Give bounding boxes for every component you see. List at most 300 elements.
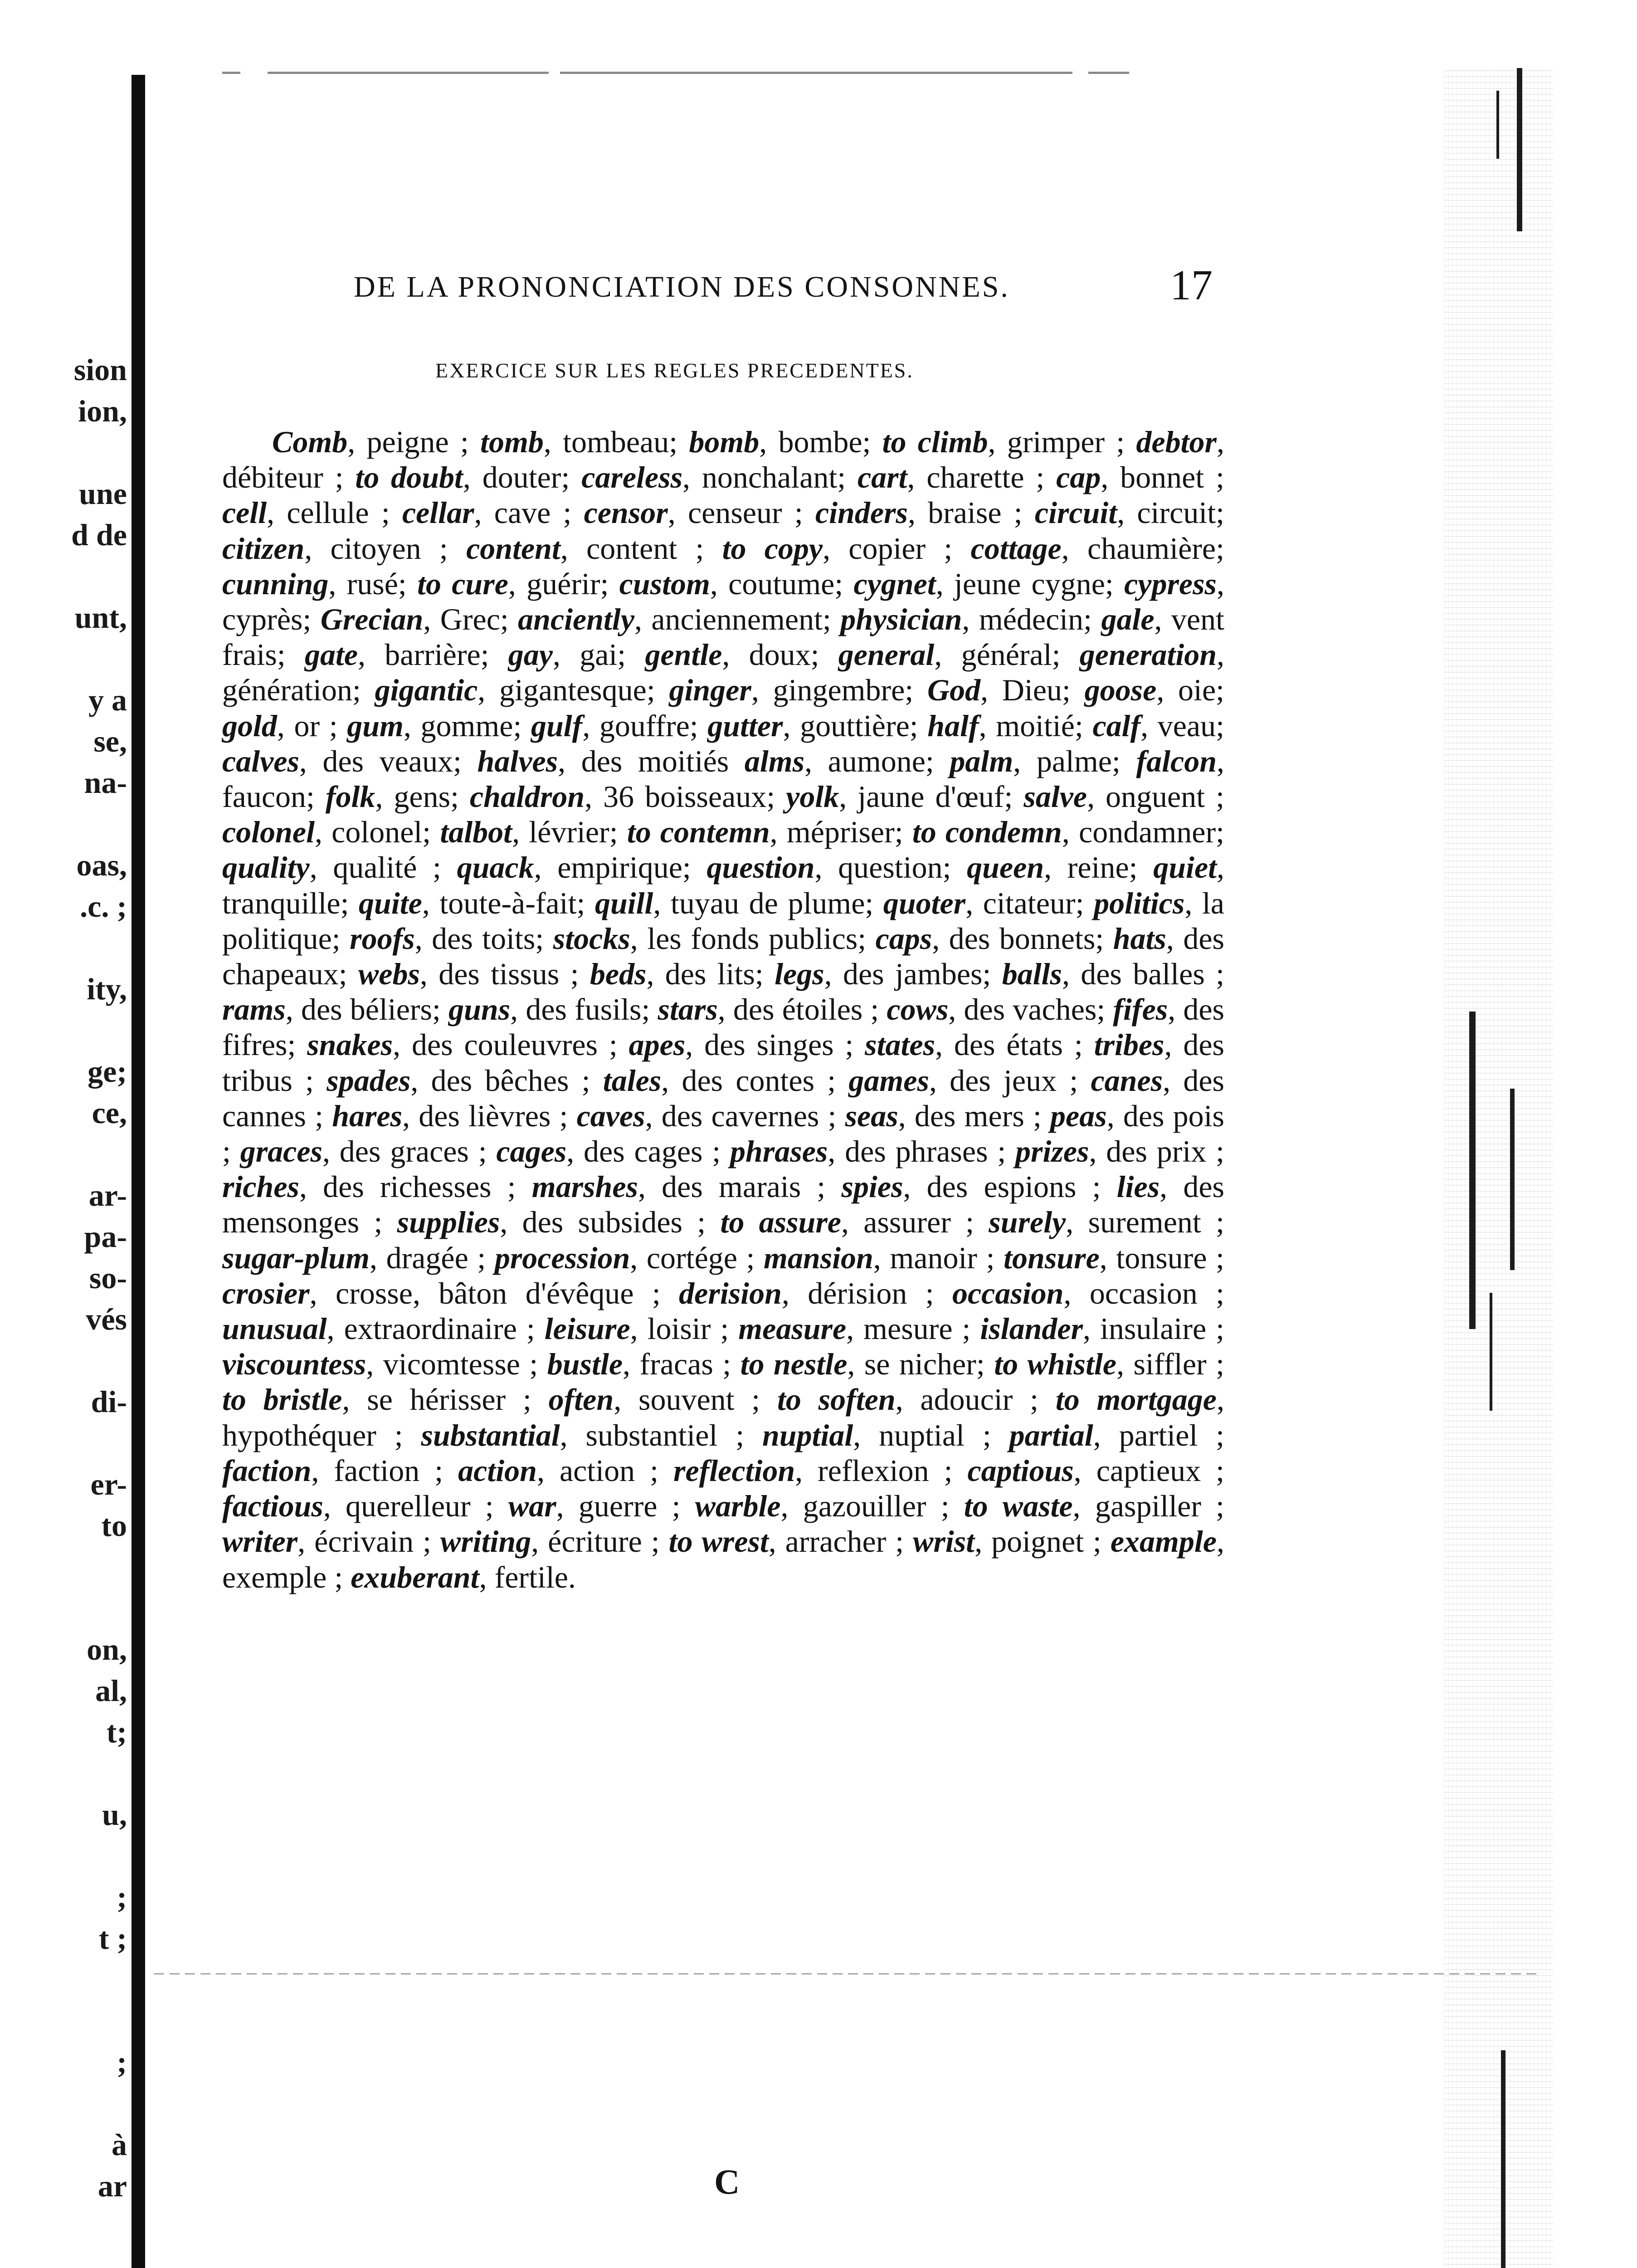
edge-mark <box>1501 2050 1505 2268</box>
english-term: writer <box>222 1524 298 1559</box>
french-translation: , jeune cygne; <box>935 566 1125 601</box>
english-term: viscountess <box>222 1347 366 1382</box>
neighbor-fragment <box>36 1546 127 1588</box>
french-translation: , cellule ; <box>267 495 402 530</box>
french-translation: , écrivain ; <box>297 1524 440 1559</box>
english-term: guns <box>448 992 511 1027</box>
neighbor-fragment: une <box>79 476 127 511</box>
edge-mark <box>1517 68 1522 231</box>
french-translation: , oie; <box>1156 673 1225 708</box>
french-translation: , des balles ; <box>1062 957 1225 992</box>
english-term: leisure <box>544 1311 630 1346</box>
french-translation: , doux; <box>722 637 838 672</box>
french-translation: , gingembre; <box>751 673 927 708</box>
french-translation: , tombeau; <box>543 425 689 459</box>
english-term: cunning <box>222 566 329 601</box>
english-term: procession <box>494 1240 630 1275</box>
french-translation: , bombe; <box>759 425 882 459</box>
english-term: goose <box>1084 673 1157 708</box>
neighbor-fragment: ce, <box>92 1095 127 1130</box>
english-term: cap <box>1056 460 1101 495</box>
english-term: Grecian <box>320 602 424 637</box>
neighbor-fragment <box>36 432 127 473</box>
english-term: substantial <box>421 1418 560 1452</box>
french-translation: , des tribus ; <box>222 1027 1224 1098</box>
english-term: cypress <box>1124 566 1217 601</box>
english-term: folk <box>325 779 375 814</box>
neighbor-fragment: pa- <box>84 1219 127 1254</box>
english-term: gum <box>347 708 404 743</box>
english-term: exuberant <box>351 1559 479 1594</box>
french-translation: , adoucir ; <box>895 1382 1056 1417</box>
english-term: example <box>1110 1524 1217 1559</box>
french-translation: , tranquille; <box>222 850 1225 920</box>
english-term: tonsure <box>1004 1240 1100 1275</box>
top-rule <box>268 72 549 74</box>
french-translation: , des contes ; <box>661 1063 849 1098</box>
neighbor-fragment: ar <box>97 2169 127 2203</box>
english-term: calves <box>222 743 299 778</box>
french-translation: , des tissus ; <box>419 957 590 992</box>
french-translation: , des pois ; <box>222 1098 1225 1169</box>
neighbor-fragment: se, <box>93 724 127 758</box>
french-translation: , des fusils; <box>510 992 658 1027</box>
english-term: to climb <box>882 425 988 459</box>
vocabulary-paragraph <box>222 424 1224 1595</box>
french-translation: , bonnet ; <box>1101 460 1225 495</box>
english-term: generation <box>1079 637 1217 672</box>
neighbor-fragment <box>36 1340 127 1381</box>
english-term: anciently <box>518 602 634 637</box>
french-translation: , crosse, bâton d'évêque ; <box>309 1276 679 1310</box>
french-translation: , moitié; <box>979 708 1093 743</box>
french-translation: , mépriser; <box>770 815 912 850</box>
french-translation: , des lits; <box>646 957 775 992</box>
english-term: halves <box>477 743 558 778</box>
english-term: cart <box>857 460 907 495</box>
top-rule <box>560 72 1072 74</box>
french-translation: , charette ; <box>907 460 1057 495</box>
english-term: hares <box>332 1098 403 1133</box>
english-term: stocks <box>553 921 630 956</box>
french-translation: , braise ; <box>907 495 1035 530</box>
french-translation: , des étoiles ; <box>717 992 887 1027</box>
english-term: apes <box>628 1027 686 1062</box>
french-translation: , des couleuvres ; <box>393 1027 629 1062</box>
french-translation: , se nicher; <box>847 1347 994 1382</box>
english-term: to soften <box>777 1382 896 1417</box>
french-translation: , or ; <box>277 708 347 743</box>
french-translation: , chaumière; <box>1061 531 1224 566</box>
french-translation: , des états ; <box>935 1027 1094 1062</box>
english-term: faction <box>222 1453 312 1488</box>
neighbor-fragment: ion, <box>78 394 127 428</box>
english-term: seas <box>845 1098 898 1133</box>
neighbor-fragment: so- <box>89 1261 127 1295</box>
french-translation: , dragée ; <box>370 1240 495 1275</box>
french-translation: , jaune d'œuf; <box>839 779 1024 814</box>
english-term: riches <box>222 1169 299 1204</box>
french-translation: , barrière; <box>358 637 508 672</box>
french-translation: , hypothéquer ; <box>222 1382 1224 1452</box>
neighbor-fragment <box>36 2000 127 2042</box>
neighbor-fragment <box>36 2248 127 2268</box>
english-term: surely <box>989 1205 1066 1240</box>
french-translation: , des lièvres ; <box>402 1098 577 1133</box>
neighbor-fragment: sion <box>73 352 127 387</box>
french-translation: , gens; <box>375 779 470 814</box>
french-translation: , gaspiller ; <box>1072 1489 1224 1524</box>
neighbor-fragment: ity, <box>87 972 127 1006</box>
french-translation: , nonchalant; <box>682 460 857 495</box>
neighbor-fragment <box>36 1959 127 2000</box>
french-translation: , reine; <box>1044 850 1154 885</box>
french-translation: , substantiel ; <box>560 1418 762 1452</box>
english-term: warble <box>695 1489 781 1524</box>
edge-mark <box>1469 1012 1476 1329</box>
english-term: canes <box>1091 1063 1163 1098</box>
english-term: tribes <box>1094 1027 1164 1062</box>
english-term: cinders <box>815 495 908 530</box>
french-translation: , tonsure ; <box>1099 1240 1224 1275</box>
english-term: queen <box>967 850 1044 885</box>
french-translation: , cave ; <box>474 495 584 530</box>
french-translation: , assurer ; <box>841 1205 989 1240</box>
page-number: 17 <box>1170 262 1213 309</box>
neighbor-fragment: y a <box>88 683 127 717</box>
right-edge-noise <box>1444 68 1553 2268</box>
english-term: roofs <box>350 921 415 956</box>
english-term: to assure <box>720 1205 841 1240</box>
english-term: caves <box>576 1098 645 1133</box>
english-term: graces <box>240 1134 322 1169</box>
neighbor-fragment <box>36 1010 127 1051</box>
french-translation: , rusé; <box>328 566 418 601</box>
english-term: content <box>466 531 560 566</box>
neighbor-fragment: unt, <box>74 600 127 635</box>
neighbor-fragment: oas, <box>76 848 127 882</box>
english-term: palm <box>950 743 1013 778</box>
french-translation: , Dieu; <box>980 673 1085 708</box>
top-rule <box>222 72 240 74</box>
english-term: snakes <box>307 1027 393 1062</box>
english-term: gate <box>304 637 358 672</box>
french-translation: , des richesses ; <box>299 1169 532 1204</box>
neighbor-fragment: di- <box>91 1384 127 1419</box>
french-translation: , écriture ; <box>531 1524 669 1559</box>
running-head: DE LA PRONONCIATION DES CONSONNES. <box>354 270 1010 303</box>
english-term: captious <box>967 1453 1074 1488</box>
french-translation: , faucon; <box>222 743 1225 814</box>
french-translation: , reflexion ; <box>795 1453 968 1488</box>
english-term: calf <box>1092 708 1141 743</box>
french-translation: , onguent ; <box>1087 779 1225 814</box>
french-translation: , aumone; <box>804 743 950 778</box>
french-translation: , des fifres; <box>222 992 1225 1062</box>
french-translation: , des cages ; <box>566 1134 730 1169</box>
english-term: writing <box>440 1524 531 1559</box>
english-term: crosier <box>222 1276 310 1310</box>
english-term: cellar <box>402 495 474 530</box>
french-translation: , débiteur ; <box>222 425 1224 495</box>
gutter-bar <box>132 75 145 2268</box>
french-translation: , des jeux ; <box>929 1063 1091 1098</box>
english-term: islander <box>980 1311 1083 1346</box>
neighbor-page-column <box>36 349 127 2268</box>
french-translation: , guerre ; <box>556 1489 695 1524</box>
english-term: chaldron <box>469 779 585 814</box>
french-translation: , cyprès; <box>222 566 1225 637</box>
french-translation: , vent frais; <box>222 602 1224 672</box>
english-term: quite <box>359 885 422 920</box>
french-translation: , querelleur ; <box>323 1489 508 1524</box>
english-term: colonel <box>222 815 315 850</box>
english-term: quack <box>457 850 534 885</box>
english-term: measure <box>738 1311 847 1346</box>
english-term: prizes <box>1015 1134 1089 1169</box>
english-term: talbot <box>440 815 512 850</box>
english-term: spies <box>841 1169 903 1204</box>
english-term: gentle <box>645 637 722 672</box>
english-term: to cure <box>417 566 508 601</box>
french-translation: , coutume; <box>710 566 854 601</box>
english-term: nuptial <box>762 1418 853 1452</box>
english-term: partial <box>1009 1418 1093 1452</box>
french-translation: , des bonnets; <box>932 921 1113 956</box>
french-translation: , veau; <box>1140 708 1224 743</box>
french-translation: , gazouiller ; <box>780 1489 964 1524</box>
french-translation: , exemple ; <box>222 1524 1225 1594</box>
english-term: tales <box>603 1063 662 1098</box>
french-translation: , mesure ; <box>846 1311 980 1346</box>
english-term: cottage <box>970 531 1062 566</box>
french-translation: , gai; <box>552 637 645 672</box>
french-translation: , des bêches ; <box>410 1063 603 1098</box>
neighbor-fragment: d de <box>71 518 127 552</box>
french-translation: , guérir; <box>508 566 619 601</box>
english-term: often <box>548 1382 614 1417</box>
french-translation: , content ; <box>560 531 722 566</box>
french-translation: , action ; <box>536 1453 673 1488</box>
english-term: question <box>706 850 815 885</box>
french-translation: , anciennement; <box>634 602 841 637</box>
edge-mark <box>1496 91 1499 159</box>
french-translation: , tuyau de plume; <box>653 885 883 920</box>
english-term: gold <box>222 708 277 743</box>
english-term: cages <box>496 1134 567 1169</box>
neighbor-fragment <box>36 1753 127 1794</box>
french-translation: , palme; <box>1013 743 1136 778</box>
top-rule <box>1088 72 1129 74</box>
french-translation: , citateur; <box>965 885 1094 920</box>
french-translation: , citoyen ; <box>304 531 467 566</box>
french-translation: , vicomtesse ; <box>366 1347 547 1382</box>
french-translation: , des graces ; <box>322 1134 497 1169</box>
neighbor-fragment <box>36 2207 127 2248</box>
english-term: war <box>508 1489 556 1524</box>
french-translation: , des jambes; <box>824 957 1002 992</box>
french-translation: , des phrases ; <box>828 1134 1016 1169</box>
neighbor-fragment <box>36 1422 127 1464</box>
neighbor-fragment <box>36 803 127 845</box>
french-translation: , gouttière; <box>783 708 928 743</box>
french-translation: , censeur ; <box>667 495 815 530</box>
english-term: politics <box>1094 885 1185 920</box>
french-translation: , des moitiés <box>558 743 745 778</box>
neighbor-fragment: ar- <box>88 1178 127 1212</box>
english-term: gutter <box>707 708 783 743</box>
french-translation: , cortége ; <box>630 1240 764 1275</box>
french-translation: , qualité ; <box>309 850 457 885</box>
english-term: cell <box>222 495 267 530</box>
french-translation: , toute-à-fait; <box>422 885 595 920</box>
french-translation: , des marais ; <box>638 1169 842 1204</box>
english-term: gigantic <box>375 673 478 708</box>
neighbor-fragment: à <box>112 2127 127 2162</box>
french-translation: , gouffre; <box>582 708 708 743</box>
section-title: EXERCICE SUR LES REGLES PRECEDENTES. <box>435 359 914 382</box>
neighbor-fragment <box>36 1134 127 1175</box>
french-translation: , des mers ; <box>898 1098 1051 1133</box>
french-translation: , nuptial ; <box>853 1418 1009 1452</box>
french-translation: , des veaux; <box>299 743 477 778</box>
english-term: cygnet <box>853 566 936 601</box>
french-translation: , peigne ; <box>347 425 481 459</box>
english-term: falcon <box>1136 743 1217 778</box>
english-term: lies <box>1116 1169 1160 1204</box>
english-term: gale <box>1101 602 1155 637</box>
english-term: peas <box>1050 1098 1107 1133</box>
french-translation: , médecin; <box>962 602 1101 637</box>
english-term: to copy <box>722 531 823 566</box>
english-term: general <box>838 637 935 672</box>
neighbor-fragment <box>36 1588 127 1629</box>
french-translation: , faction ; <box>311 1453 458 1488</box>
neighbor-fragment: ; <box>117 2045 127 2079</box>
english-term: beds <box>590 957 647 992</box>
french-translation: , occasion ; <box>1063 1276 1225 1310</box>
french-translation: , colonel; <box>314 815 440 850</box>
french-translation: , insulaire ; <box>1083 1311 1224 1346</box>
english-term: cows <box>887 992 949 1027</box>
neighbor-fragment <box>36 927 127 968</box>
french-translation: , gigantesque; <box>477 673 669 708</box>
english-term: caps <box>875 921 932 956</box>
french-translation: , fertile. <box>479 1559 576 1594</box>
french-translation: , question; <box>814 850 967 885</box>
french-translation: , la politique; <box>222 885 1224 956</box>
french-translation: , génération; <box>222 637 1225 708</box>
bottom-rule <box>154 1973 1537 1975</box>
english-term: legs <box>775 957 824 992</box>
french-translation: , des mensonges ; <box>222 1169 1224 1240</box>
english-term: hats <box>1113 921 1166 956</box>
english-term: rams <box>222 992 286 1027</box>
french-translation: , manoir ; <box>873 1240 1004 1275</box>
english-term: supplies <box>397 1205 500 1240</box>
french-translation: , douter; <box>463 460 582 495</box>
english-term: reflection <box>673 1453 795 1488</box>
english-term: tomb <box>480 425 544 459</box>
french-translation: , empirique; <box>534 850 707 885</box>
english-term: quoter <box>883 885 966 920</box>
neighbor-fragment: vés <box>86 1302 127 1336</box>
english-term: wrist <box>913 1524 975 1559</box>
english-term: censor <box>584 495 668 530</box>
french-translation: , loisir ; <box>630 1311 739 1346</box>
french-translation: , surement ; <box>1066 1205 1224 1240</box>
neighbor-fragment: na- <box>84 765 127 800</box>
french-translation: , siffler ; <box>1116 1347 1225 1382</box>
english-term: ginger <box>669 673 751 708</box>
english-term: salve <box>1023 779 1087 814</box>
english-term: action <box>458 1453 537 1488</box>
french-translation: , copier ; <box>823 531 971 566</box>
neighbor-fragment <box>36 556 127 597</box>
neighbor-fragment: to <box>101 1508 127 1543</box>
english-term: quality <box>222 850 310 885</box>
english-term: debtor <box>1136 425 1217 459</box>
french-translation: , Grec; <box>423 602 518 637</box>
english-term: marshes <box>531 1169 638 1204</box>
english-term: bomb <box>689 425 760 459</box>
french-translation: , lévrier; <box>512 815 627 850</box>
french-translation: , des singes ; <box>685 1027 865 1062</box>
french-translation: , des espions ; <box>903 1169 1117 1204</box>
english-term: quiet <box>1153 850 1217 885</box>
french-translation: , les fonds publics; <box>630 921 876 956</box>
english-term: games <box>848 1063 929 1098</box>
english-term: webs <box>358 957 420 992</box>
english-term: stars <box>658 992 718 1027</box>
english-term: states <box>865 1027 935 1062</box>
english-term: to wrest <box>668 1524 769 1559</box>
english-term: to bristle <box>222 1382 342 1417</box>
french-translation: , gomme; <box>403 708 531 743</box>
french-translation: , circuit; <box>1117 495 1225 530</box>
neighbor-fragment: on, <box>87 1632 127 1667</box>
english-term: sugar-plum <box>222 1240 370 1275</box>
neighbor-fragment: u, <box>102 1797 127 1832</box>
english-term: balls <box>1002 957 1062 992</box>
english-term: bustle <box>547 1347 623 1382</box>
neighbor-fragment <box>36 1835 127 1877</box>
english-term: to nestle <box>740 1347 848 1382</box>
neighbor-fragment: al, <box>95 1673 127 1708</box>
french-translation: , poignet ; <box>974 1524 1111 1559</box>
english-term: yolk <box>786 779 839 814</box>
french-translation: , des vaches; <box>948 992 1113 1027</box>
french-translation: , des béliers; <box>285 992 449 1027</box>
english-term: careless <box>581 460 683 495</box>
neighbor-fragment: ge; <box>88 1054 127 1089</box>
french-translation: , des prix ; <box>1089 1134 1224 1169</box>
french-translation: , fracas ; <box>623 1347 741 1382</box>
french-translation: , extraordinaire ; <box>326 1311 545 1346</box>
english-term: custom <box>619 566 710 601</box>
english-term: to contemn <box>627 815 770 850</box>
french-translation: , captieux ; <box>1073 1453 1224 1488</box>
french-translation: , des toits; <box>414 921 553 956</box>
neighbor-fragment <box>36 2083 127 2124</box>
english-term: mansion <box>763 1240 873 1275</box>
neighbor-fragment: er- <box>90 1467 127 1501</box>
english-term: half <box>927 708 979 743</box>
english-term: to mortgage <box>1055 1382 1217 1417</box>
english-term: derision <box>679 1276 782 1310</box>
english-term: gay <box>508 637 553 672</box>
french-translation: , souvent ; <box>614 1382 777 1417</box>
